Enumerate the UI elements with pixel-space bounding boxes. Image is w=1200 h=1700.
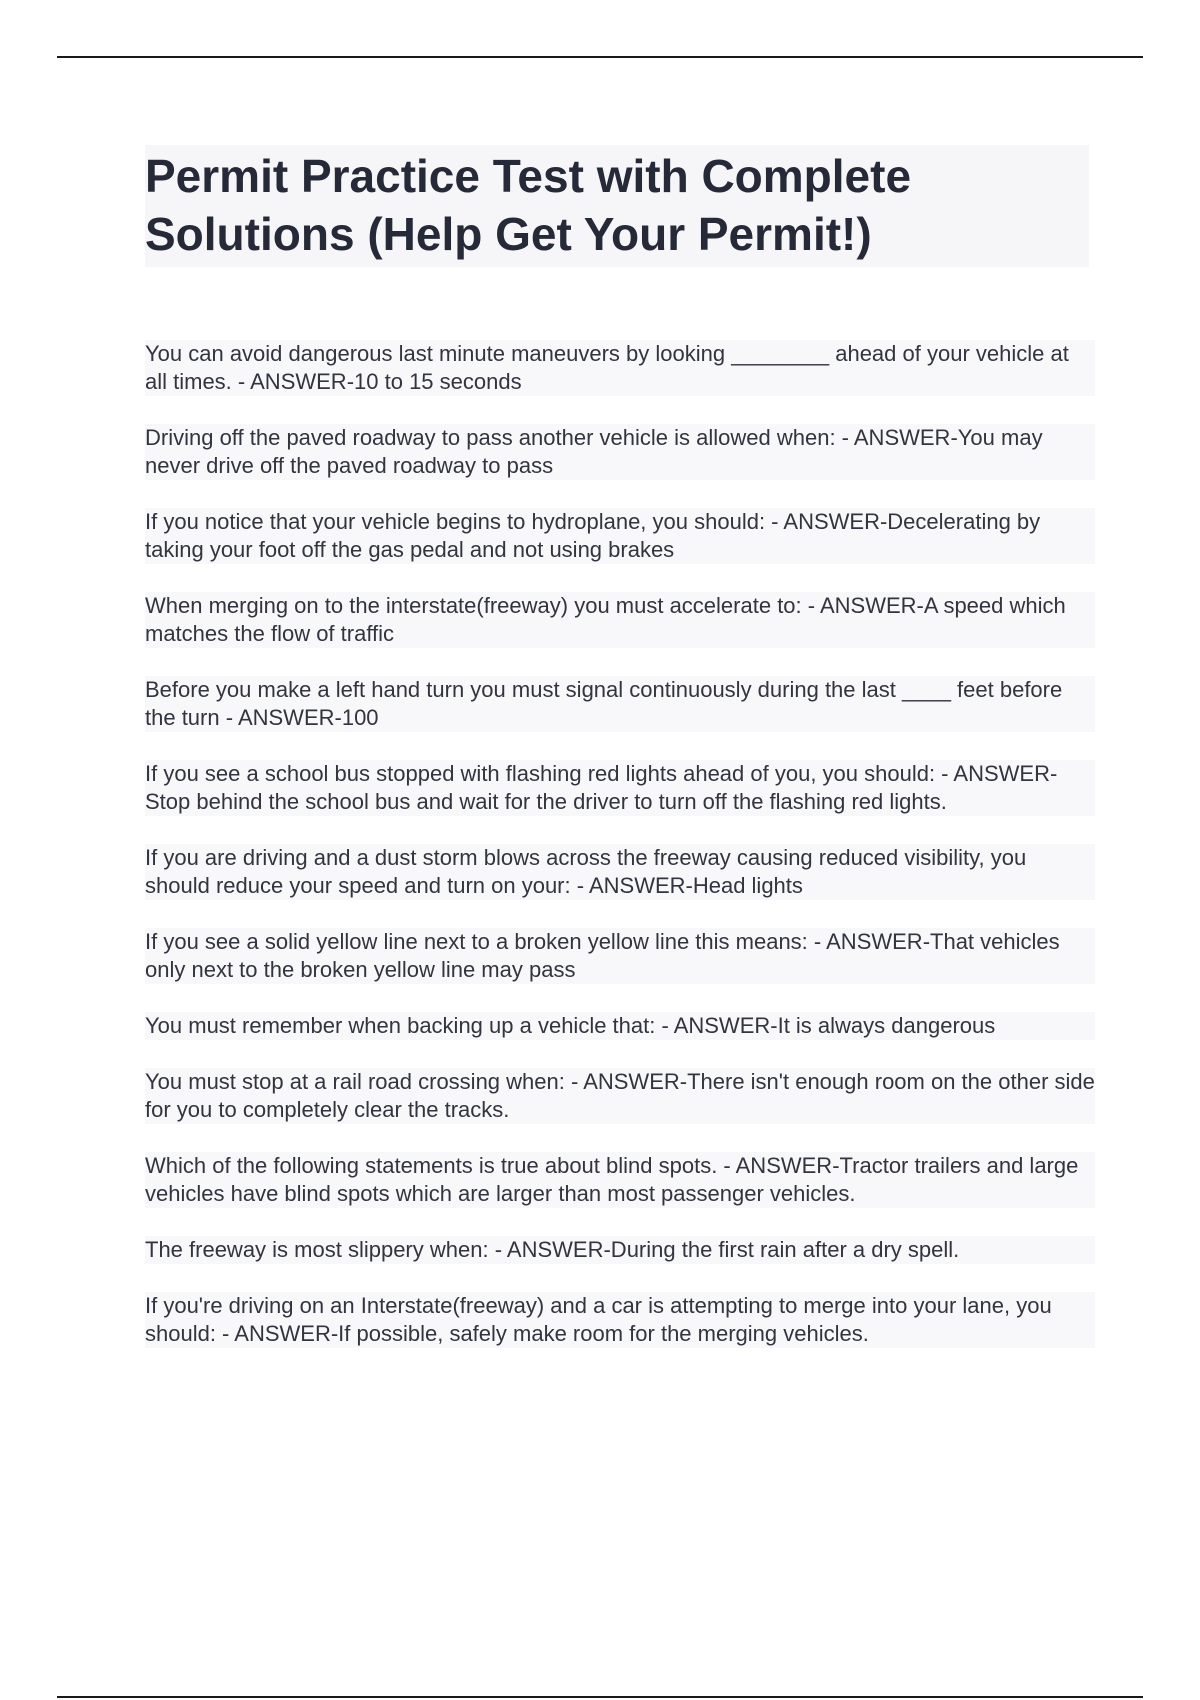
qa-item: The freeway is most slippery when: - ANSWER-During the first rain after a dry spell. <box>145 1236 1095 1264</box>
qa-item: If you notice that your vehicle begins to hydroplane, you should: - ANSWER-Decelerating by taking your foot off the gas pedal and not using brakes <box>145 508 1095 564</box>
page-title: Permit Practice Test with Complete Solutions (Help Get Your Permit!) <box>145 150 912 260</box>
qa-item: You must remember when backing up a vehicle that: - ANSWER-It is always dangerous <box>145 1012 1095 1040</box>
qa-item: Which of the following statements is true about blind spots. - ANSWER-Tractor trailers and large vehicles have blind spots which are larger than most passenger vehicles. <box>145 1152 1095 1208</box>
qa-item: If you see a school bus stopped with flashing red lights ahead of you, you should: - ANSWER-Stop behind the school bus and wait for the driver to turn off the flashing red lights. <box>145 760 1095 816</box>
qa-item: You can avoid dangerous last minute maneuvers by looking ________ ahead of your vehicle at all times. - ANSWER-10 to 15 seconds <box>145 340 1095 396</box>
top-divider <box>57 56 1143 58</box>
qa-item: When merging on to the interstate(freeway) you must accelerate to: - ANSWER-A speed which matches the flow of traffic <box>145 592 1095 648</box>
qa-item: Driving off the paved roadway to pass another vehicle is allowed when: - ANSWER-You may never drive off the paved roadway to pass <box>145 424 1095 480</box>
qa-item: You must stop at a rail road crossing when: - ANSWER-There isn't enough room on the other side for you to completely clear the tracks. <box>145 1069 1095 1122</box>
qa-list <box>145 340 1095 1376</box>
qa-item: If you are driving and a dust storm blows across the freeway causing reduced visibility, you should reduce your speed and turn on your: - ANSWER-Head lights <box>145 844 1095 900</box>
bottom-divider <box>57 1696 1143 1698</box>
qa-item: If you're driving on an Interstate(freeway) and a car is attempting to merge into your lane, you should: - ANSWER-If possible, safely make room for the merging vehicles. <box>145 1292 1095 1348</box>
qa-item: If you see a solid yellow line next to a broken yellow line this means: - ANSWER-That vehicles only next to the broken yellow line may pass <box>145 928 1095 984</box>
qa-item: Before you make a left hand turn you must signal continuously during the last ____ feet before the turn - ANSWER-100 <box>145 676 1095 732</box>
title-block <box>145 145 1089 267</box>
